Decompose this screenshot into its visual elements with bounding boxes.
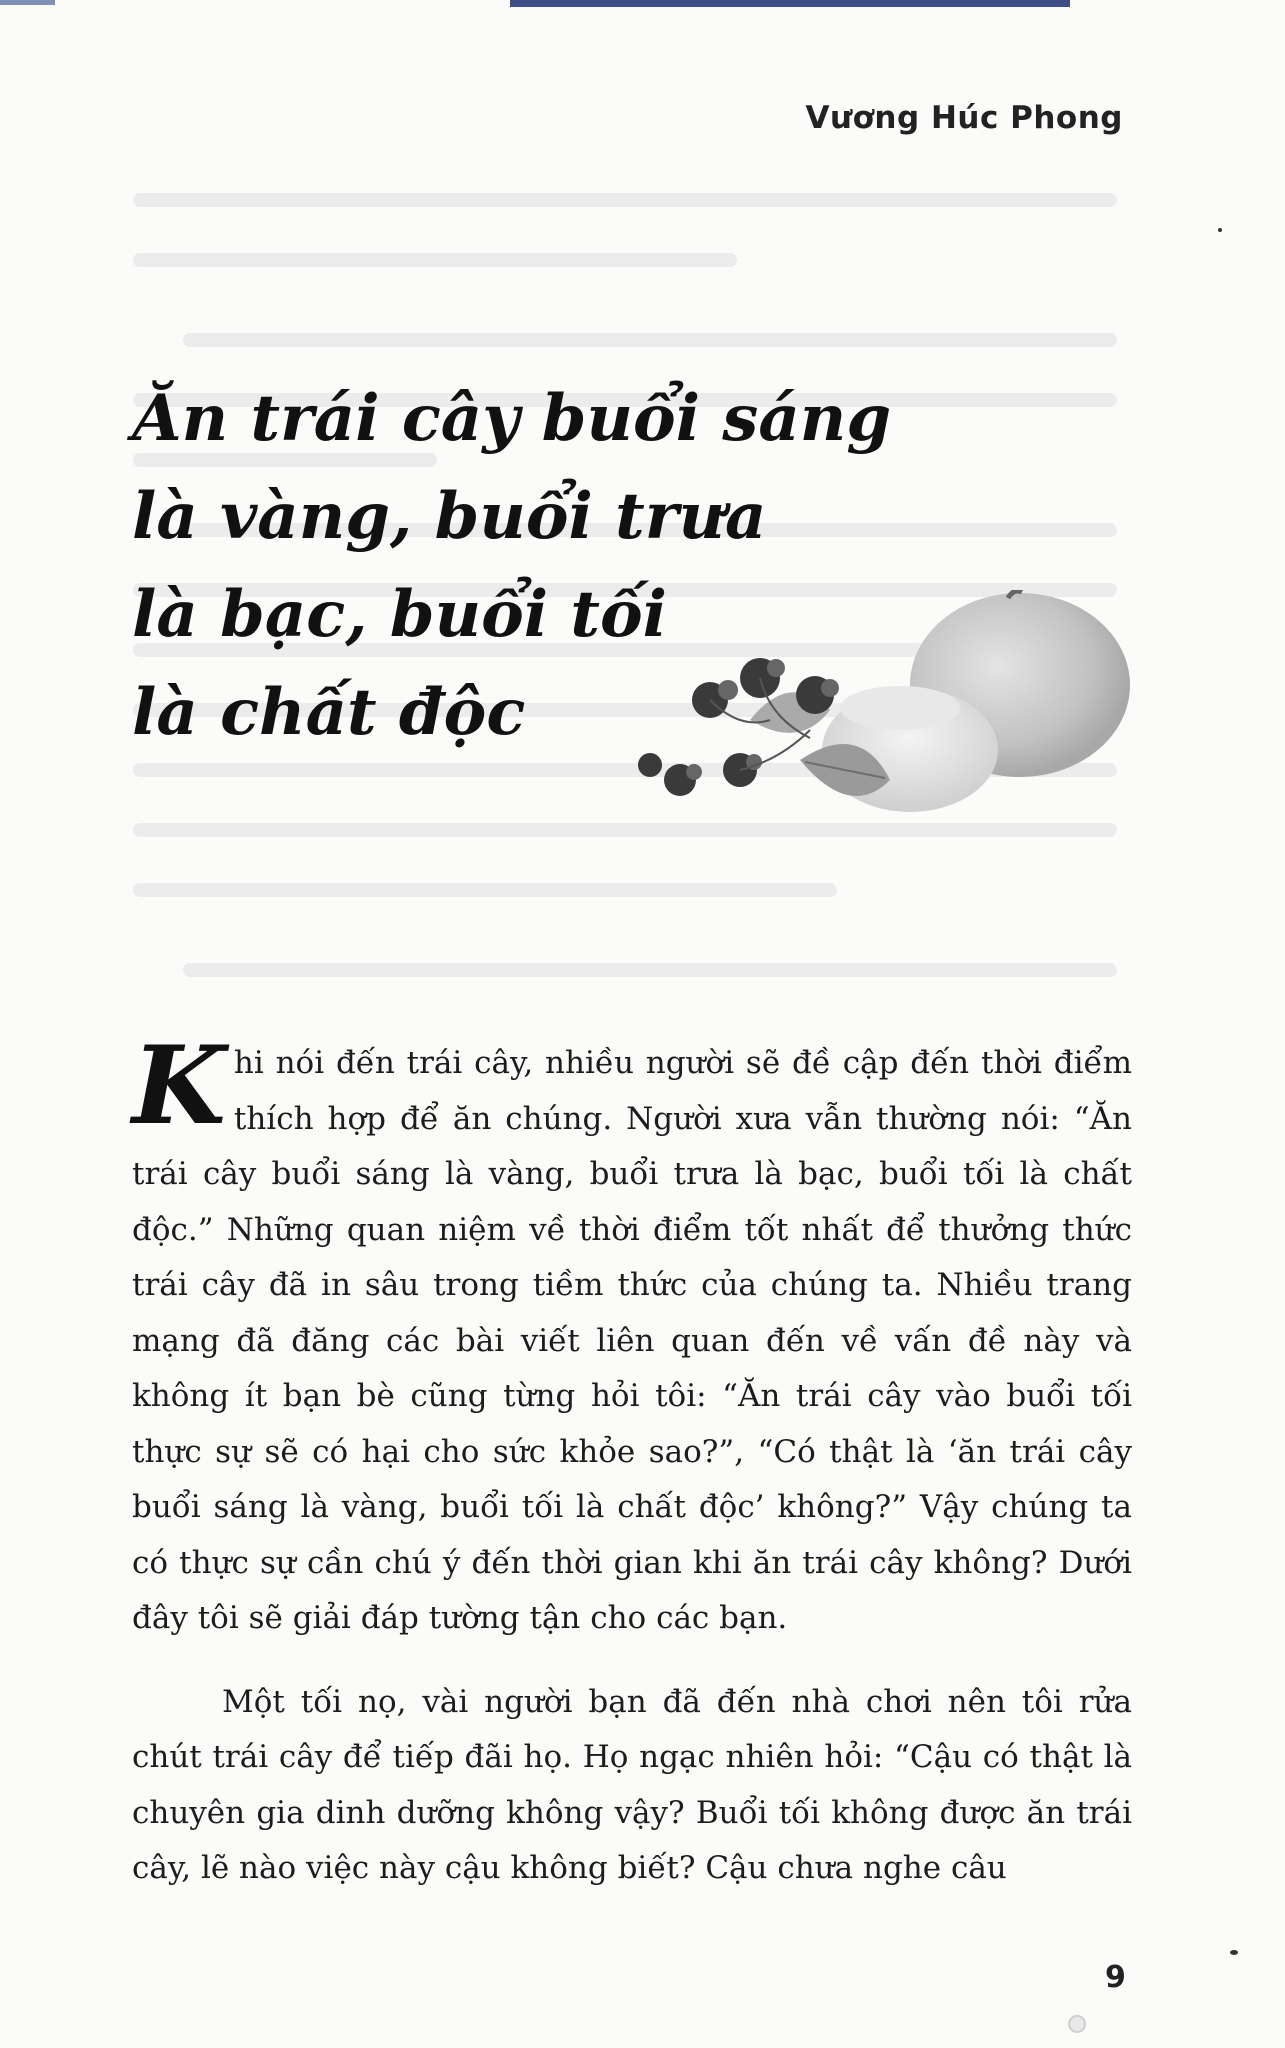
title-line-4: là chất độc xyxy=(132,675,526,750)
drop-cap: K xyxy=(132,1023,226,1149)
paragraph-1-text: hi nói đến trái cây, nhiều người sẽ đề cập đến thời điểm thích hợp để ăn chúng. Người xưa vẫn thường nói: “Ăn trái cây buổi sáng là vàng, buổi trưa là bạc, buổi tối là chất độc.” Những quan niệm về thời điểm tốt nhất để thưởng thức trái cây đã in sâu trong tiềm thức của chúng ta. Nhiều trang mạng đã đăng các bài viết liên quan đến về vấn đề này và không ít bạn bè cũng từng hỏi tôi: “Ăn trái cây vào buổi tối thực sự sẽ có hại cho sức khỏe sao?”, “Có thật là ‘ăn trái cây buổi sáng là vàng, buổi tối là chất độc’ không?” Vậy chúng ta có thực sự cần chú ý đến thời gian khi ăn trái cây không? Dưới đây tôi sẽ giải đáp tường tận cho các bạn. xyxy=(132,1045,1132,1636)
top-edge-mark xyxy=(0,0,55,5)
speck-mark xyxy=(1218,228,1222,232)
running-header-author: Vương Húc Phong xyxy=(805,100,1123,136)
page-number: 9 xyxy=(1105,1960,1126,1995)
title-line-3: là bạc, buổi tối xyxy=(132,577,667,652)
paragraph-2: Một tối nọ, vài người bạn đã đến nhà chơi nên tôi rửa chút trái cây để tiếp đãi họ. Họ ngạc nhiên hỏi: “Cậu có thật là chuyên gia dinh dưỡng không vậy? Buổi tối không được ăn trái cây, lẽ nào việc này cậu không biết? Cậu chưa nghe câu xyxy=(132,1683,1132,1886)
speck-mark xyxy=(1230,1950,1238,1955)
speck-mark xyxy=(1068,2015,1086,2033)
title-line-2: là vàng, buổi trưa xyxy=(132,479,767,554)
paragraph-1 xyxy=(132,1023,1132,1647)
fruit-and-berries-illustration xyxy=(600,590,1140,850)
body-text xyxy=(132,1023,1132,1897)
top-color-band xyxy=(510,0,1070,7)
title-line-1: Ăn trái cây buổi sáng xyxy=(132,381,892,456)
